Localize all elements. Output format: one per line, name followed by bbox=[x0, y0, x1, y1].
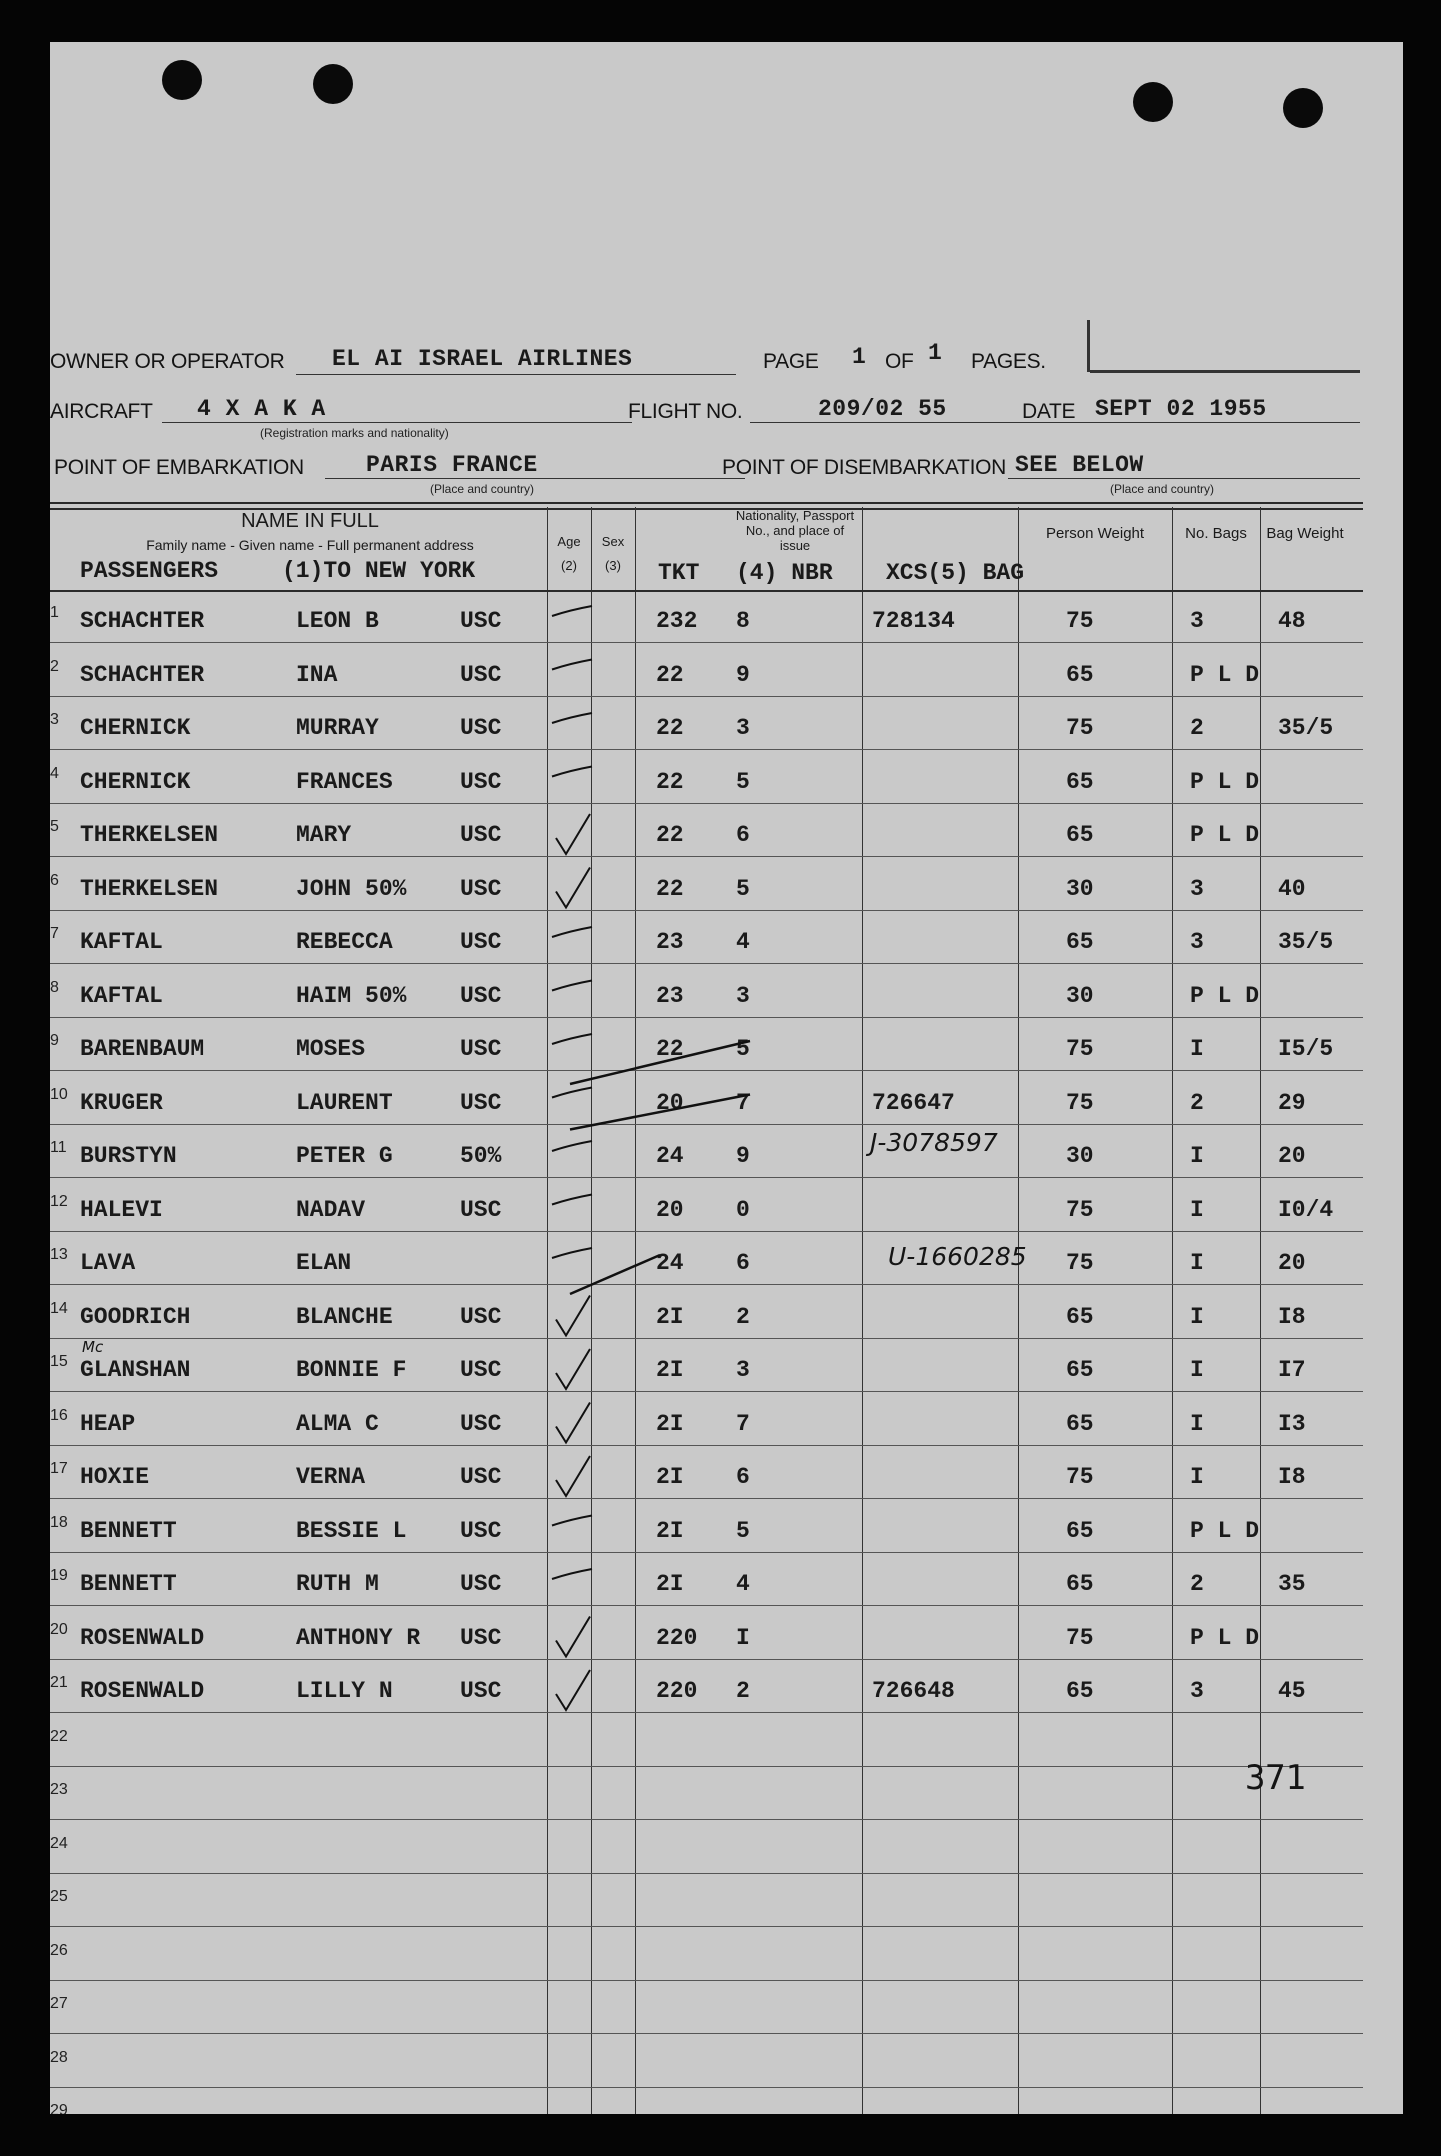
cell-tkt: 22 bbox=[656, 715, 684, 741]
cell-bags: I bbox=[1190, 1357, 1204, 1383]
cell-bw: 29 bbox=[1278, 1089, 1306, 1116]
cell-addr: USC bbox=[460, 1678, 502, 1704]
cell-given: LAURENT bbox=[296, 1089, 393, 1116]
cell-family: BENNETT bbox=[80, 1517, 177, 1544]
cell-bw: 40 bbox=[1278, 875, 1306, 902]
cell-tkt: 232 bbox=[656, 608, 698, 634]
cell-bw: 35 bbox=[1278, 1571, 1306, 1597]
cell-family: ROSENWALD bbox=[80, 1678, 205, 1704]
row-number: 27 bbox=[50, 1995, 68, 2012]
cell-bags: P L D bbox=[1190, 982, 1260, 1009]
cell-given: FRANCES bbox=[296, 768, 393, 795]
cell-pw: 30 bbox=[1066, 1143, 1094, 1169]
cell-tkt: 220 bbox=[656, 1678, 698, 1704]
cell-bags: I bbox=[1190, 1196, 1204, 1223]
flight-value: 209/02 55 bbox=[818, 396, 947, 422]
sex-header: Sex bbox=[601, 534, 625, 549]
cell-nbr: 6 bbox=[736, 822, 750, 848]
cell-family: CHERNICK bbox=[80, 768, 191, 795]
cell-nbr: 2 bbox=[736, 1303, 750, 1330]
cell-pw: 75 bbox=[1066, 1196, 1094, 1223]
cell-addr: USC bbox=[460, 608, 502, 634]
embark-label: POINT OF EMBARKATION bbox=[54, 456, 304, 479]
cell-bw: I8 bbox=[1278, 1303, 1306, 1330]
passengers-header: PASSENGERS bbox=[80, 558, 219, 584]
age-tick-mark bbox=[556, 814, 590, 854]
cell-family: ROSENWALD bbox=[80, 1624, 205, 1651]
cell-tkt: 2I bbox=[656, 1571, 684, 1597]
cell-family: THERKELSEN bbox=[80, 875, 219, 902]
cell-family: GLANSHAN bbox=[80, 1357, 191, 1383]
cell-pw: 65 bbox=[1066, 1410, 1094, 1437]
cell-pw: 75 bbox=[1066, 608, 1094, 634]
cell-addr: USC bbox=[460, 1624, 502, 1651]
age-tick-mark bbox=[556, 1456, 590, 1496]
cell-pw: 65 bbox=[1066, 768, 1094, 795]
cell-pw: 75 bbox=[1066, 1089, 1094, 1116]
of-value: 1 bbox=[928, 340, 943, 366]
cell-nbr: 2 bbox=[736, 1678, 750, 1704]
cell-nbr: 9 bbox=[736, 1143, 750, 1169]
cell-tkt: 2I bbox=[656, 1357, 684, 1383]
cell-nbr: 3 bbox=[736, 715, 750, 741]
row-number: 1 bbox=[50, 604, 59, 621]
cell-bags: 2 bbox=[1190, 1571, 1204, 1597]
row-number: 28 bbox=[50, 2048, 68, 2066]
cell-family: LAVA bbox=[80, 1250, 136, 1276]
cell-addr: USC bbox=[460, 1303, 502, 1330]
cell-tkt: 23 bbox=[656, 929, 684, 955]
embark-value: PARIS FRANCE bbox=[366, 452, 538, 478]
owner-label: OWNER OR OPERATOR bbox=[50, 350, 285, 373]
age-tick-mark bbox=[552, 1034, 592, 1044]
row-number: 2 bbox=[50, 657, 59, 675]
cell-bags: I bbox=[1190, 1303, 1204, 1330]
cell-bags: P L D bbox=[1190, 1517, 1260, 1544]
cell-tkt: 220 bbox=[656, 1624, 698, 1651]
cell-pw: 65 bbox=[1066, 1571, 1094, 1597]
cell-family: THERKELSEN bbox=[80, 822, 219, 848]
row-number: 23 bbox=[50, 1781, 68, 1798]
row-number: 29 bbox=[50, 2102, 68, 2114]
row-number: 20 bbox=[50, 1620, 68, 1638]
aircraft-label: AIRCRAFT bbox=[50, 400, 153, 423]
cell-given: LILLY N bbox=[296, 1678, 393, 1704]
cell-given: MARY bbox=[296, 822, 352, 848]
bag-weight-header: Bag Weight bbox=[1266, 525, 1344, 542]
cell-bags: 3 bbox=[1190, 608, 1204, 634]
cell-addr: USC bbox=[460, 1464, 502, 1490]
cell-family: CHERNICK bbox=[80, 715, 191, 741]
row-number: 15 bbox=[50, 1353, 68, 1370]
cell-given: MURRAY bbox=[296, 715, 379, 741]
destination-header: (1)TO NEW YORK bbox=[282, 558, 476, 584]
cell-nbr: 0 bbox=[736, 1196, 750, 1223]
handwritten-checkmarks bbox=[50, 42, 1403, 2114]
row-number: 11 bbox=[50, 1139, 67, 1156]
stamp-number: 371 bbox=[1245, 1758, 1306, 1798]
row-number: 14 bbox=[50, 1299, 68, 1317]
cell-bw: 48 bbox=[1278, 608, 1306, 634]
cell-pw: 65 bbox=[1066, 1303, 1094, 1330]
cell-pw: 75 bbox=[1066, 1624, 1094, 1651]
place-note: (Place and country) bbox=[430, 482, 535, 496]
row-number: 13 bbox=[50, 1246, 68, 1263]
handwritten-passport-11: J-3078597 bbox=[870, 1128, 998, 1157]
age-tick-mark bbox=[552, 660, 592, 670]
cell-family: SCHACHTER bbox=[80, 608, 205, 634]
age-tick-mark bbox=[556, 1617, 590, 1657]
handwritten-mc: Mc bbox=[82, 1338, 104, 1356]
cell-addr: USC bbox=[460, 768, 502, 795]
row-number: 16 bbox=[50, 1406, 68, 1424]
cell-addr: USC bbox=[460, 929, 502, 955]
cell-nbr: 7 bbox=[736, 1410, 750, 1437]
cell-given: HAIM 50% bbox=[296, 982, 407, 1009]
age-tick-mark bbox=[556, 1296, 590, 1336]
row-number: 19 bbox=[50, 1567, 68, 1584]
cell-bw: 20 bbox=[1278, 1143, 1306, 1169]
cell-bw: 35/5 bbox=[1278, 929, 1334, 955]
cell-bw: I7 bbox=[1278, 1357, 1306, 1383]
age-tick-mark bbox=[552, 1141, 592, 1151]
xcs-header: XCS(5) BAG bbox=[886, 560, 1025, 586]
cell-addr: USC bbox=[460, 1571, 502, 1597]
age-tick-mark bbox=[552, 981, 592, 991]
cell-xcs: 726648 bbox=[872, 1678, 955, 1704]
cell-bags: P L D bbox=[1190, 661, 1260, 688]
cell-pw: 65 bbox=[1066, 1517, 1094, 1544]
age-tick-mark bbox=[556, 1349, 590, 1389]
cell-bags: 3 bbox=[1190, 1678, 1204, 1704]
page-value: 1 bbox=[852, 344, 867, 370]
cell-bw: 45 bbox=[1278, 1678, 1306, 1704]
cell-nbr: 5 bbox=[736, 1517, 750, 1544]
cell-addr: USC bbox=[460, 1357, 502, 1383]
row-number: 22 bbox=[50, 1727, 68, 1745]
owner-value: EL AI ISRAEL AIRLINES bbox=[332, 346, 633, 372]
cell-bags: I bbox=[1190, 1464, 1204, 1490]
cell-tkt: 22 bbox=[656, 822, 684, 848]
row-number: 6 bbox=[50, 871, 59, 889]
cell-tkt: 2I bbox=[656, 1464, 684, 1490]
cell-addr: USC bbox=[460, 875, 502, 902]
pages-label: PAGES. bbox=[971, 350, 1046, 373]
age-tick-mark bbox=[556, 1670, 590, 1710]
cell-given: ANTHONY R bbox=[296, 1624, 421, 1651]
cell-pw: 65 bbox=[1066, 1357, 1094, 1383]
age-tick-mark bbox=[552, 1088, 592, 1098]
row-number: 12 bbox=[50, 1192, 68, 1210]
cell-family: HEAP bbox=[80, 1410, 136, 1437]
passport-header: Nationality, Passport No., and place of issue bbox=[735, 508, 855, 553]
cell-family: HOXIE bbox=[80, 1464, 150, 1490]
cell-tkt: 22 bbox=[656, 1036, 684, 1062]
cell-bw: I0/4 bbox=[1278, 1196, 1334, 1223]
cell-tkt: 22 bbox=[656, 768, 684, 795]
cell-pw: 75 bbox=[1066, 1464, 1094, 1490]
cell-pw: 75 bbox=[1066, 715, 1094, 741]
cell-given: BESSIE L bbox=[296, 1517, 407, 1544]
age-header: Age bbox=[557, 534, 581, 549]
tkt-header: TKT bbox=[658, 560, 700, 586]
cell-pw: 75 bbox=[1066, 1036, 1094, 1062]
row-number: 10 bbox=[50, 1085, 68, 1103]
strike-mark bbox=[570, 1041, 750, 1084]
of-label: OF bbox=[885, 350, 914, 373]
cell-xcs: 728134 bbox=[872, 608, 955, 634]
cell-nbr: 9 bbox=[736, 661, 750, 688]
cell-given: PETER G bbox=[296, 1143, 393, 1169]
cell-bags: 2 bbox=[1190, 1089, 1204, 1116]
cell-bags: P L D bbox=[1190, 768, 1260, 795]
cell-bags: 3 bbox=[1190, 875, 1204, 902]
cell-pw: 30 bbox=[1066, 982, 1094, 1009]
cell-nbr: 5 bbox=[736, 875, 750, 902]
cell-given: BLANCHE bbox=[296, 1303, 393, 1330]
disembark-label: POINT OF DISEMBARKATION bbox=[722, 456, 1007, 479]
row-number: 8 bbox=[50, 978, 59, 996]
nbr-header: (4) NBR bbox=[736, 560, 833, 586]
cell-family: KAFTAL bbox=[80, 982, 163, 1009]
row-number: 21 bbox=[50, 1674, 68, 1691]
cell-addr: USC bbox=[460, 1517, 502, 1544]
person-weight-header: Person Weight bbox=[1045, 525, 1145, 542]
cell-given: JOHN 50% bbox=[296, 875, 407, 902]
no-bags-header: No. Bags bbox=[1185, 525, 1247, 542]
cell-tkt: 23 bbox=[656, 982, 684, 1009]
cell-nbr: 8 bbox=[736, 608, 750, 634]
cell-nbr: I bbox=[736, 1624, 750, 1651]
cell-nbr: 3 bbox=[736, 1357, 750, 1383]
row-number: 4 bbox=[50, 764, 59, 782]
strike-mark bbox=[570, 1255, 660, 1294]
cell-bw: I3 bbox=[1278, 1410, 1306, 1437]
cell-family: BARENBAUM bbox=[80, 1036, 205, 1062]
age-number: (2) bbox=[561, 558, 577, 573]
cell-addr: USC bbox=[460, 661, 502, 688]
cell-nbr: 5 bbox=[736, 1036, 750, 1062]
cell-tkt: 24 bbox=[656, 1143, 684, 1169]
cell-addr: 50% bbox=[460, 1143, 502, 1169]
cell-nbr: 5 bbox=[736, 768, 750, 795]
cell-family: KAFTAL bbox=[80, 929, 163, 955]
date-label: DATE bbox=[1022, 400, 1076, 423]
age-tick-mark bbox=[552, 1569, 592, 1579]
cell-pw: 30 bbox=[1066, 875, 1094, 902]
cell-addr: USC bbox=[460, 1036, 502, 1062]
row-number: 3 bbox=[50, 711, 59, 728]
cell-addr: USC bbox=[460, 715, 502, 741]
cell-family: GOODRICH bbox=[80, 1303, 191, 1330]
cell-bw: I8 bbox=[1278, 1464, 1306, 1490]
sex-number: (3) bbox=[605, 558, 621, 573]
age-tick-mark bbox=[556, 868, 590, 908]
flight-label: FLIGHT NO. bbox=[628, 400, 743, 423]
cell-addr: USC bbox=[460, 822, 502, 848]
cell-bags: 2 bbox=[1190, 715, 1204, 741]
cell-given: REBECCA bbox=[296, 929, 393, 955]
cell-given: BONNIE F bbox=[296, 1357, 407, 1383]
place-note-2: (Place and country) bbox=[1110, 482, 1215, 496]
age-tick-mark bbox=[552, 927, 592, 937]
row-number: 5 bbox=[50, 818, 59, 835]
age-tick-mark bbox=[552, 767, 592, 777]
cell-pw: 65 bbox=[1066, 1678, 1094, 1704]
cell-family: BURSTYN bbox=[80, 1143, 177, 1169]
aircraft-value: 4 X A K A bbox=[197, 396, 326, 422]
cell-addr: USC bbox=[460, 1089, 502, 1116]
cell-bw: 35/5 bbox=[1278, 715, 1334, 741]
name-subheader: Family name - Given name - Full permanent address bbox=[146, 537, 474, 553]
cell-tkt: 20 bbox=[656, 1196, 684, 1223]
row-number: 9 bbox=[50, 1032, 59, 1049]
cell-nbr: 4 bbox=[736, 929, 750, 955]
cell-tkt: 22 bbox=[656, 661, 684, 688]
cell-bags: I bbox=[1190, 1036, 1204, 1062]
cell-given: INA bbox=[296, 661, 338, 688]
cell-given: LEON B bbox=[296, 608, 379, 634]
cell-bw: I5/5 bbox=[1278, 1036, 1334, 1062]
page-label: PAGE bbox=[763, 350, 819, 373]
cell-bags: P L D bbox=[1190, 1624, 1260, 1651]
cell-bw: 20 bbox=[1278, 1250, 1306, 1276]
cell-given: ALMA C bbox=[296, 1410, 379, 1437]
cell-bags: I bbox=[1190, 1410, 1204, 1437]
cell-nbr: 6 bbox=[736, 1250, 750, 1276]
cell-tkt: 2I bbox=[656, 1517, 684, 1544]
cell-nbr: 3 bbox=[736, 982, 750, 1009]
row-number: 17 bbox=[50, 1460, 68, 1477]
cell-addr: USC bbox=[460, 982, 502, 1009]
age-tick-mark bbox=[552, 606, 592, 616]
cell-pw: 75 bbox=[1066, 1250, 1094, 1276]
cell-family: BENNETT bbox=[80, 1571, 177, 1597]
cell-family: HALEVI bbox=[80, 1196, 163, 1223]
cell-given: NADAV bbox=[296, 1196, 366, 1223]
row-number: 24 bbox=[50, 1834, 68, 1852]
cell-tkt: 2I bbox=[656, 1410, 684, 1437]
cell-given: VERNA bbox=[296, 1464, 366, 1490]
cell-bags: I bbox=[1190, 1143, 1204, 1169]
cell-nbr: 7 bbox=[736, 1089, 750, 1116]
name-header: NAME IN FULL bbox=[241, 510, 379, 532]
age-tick-mark bbox=[552, 1248, 592, 1258]
cell-nbr: 6 bbox=[736, 1464, 750, 1490]
handwritten-passport-13: U-1660285 bbox=[888, 1242, 1027, 1271]
cell-bags: P L D bbox=[1190, 822, 1260, 848]
row-number: 25 bbox=[50, 1888, 68, 1905]
age-tick-mark bbox=[552, 1195, 592, 1205]
cell-given: RUTH M bbox=[296, 1571, 379, 1597]
cell-given: ELAN bbox=[296, 1250, 352, 1276]
age-tick-mark bbox=[552, 1516, 592, 1526]
row-number: 18 bbox=[50, 1513, 68, 1531]
cell-tkt: 24 bbox=[656, 1250, 684, 1276]
cell-addr: USC bbox=[460, 1196, 502, 1223]
cell-tkt: 22 bbox=[656, 875, 684, 902]
row-number: 7 bbox=[50, 925, 59, 942]
age-tick-mark bbox=[552, 713, 592, 723]
disembark-value: SEE BELOW bbox=[1015, 452, 1144, 478]
cell-family: KRUGER bbox=[80, 1089, 163, 1116]
cell-tkt: 20 bbox=[656, 1089, 684, 1116]
cell-given: MOSES bbox=[296, 1036, 366, 1062]
cell-pw: 65 bbox=[1066, 661, 1094, 688]
cell-pw: 65 bbox=[1066, 929, 1094, 955]
date-value: SEPT 02 1955 bbox=[1095, 396, 1267, 422]
cell-xcs: 726647 bbox=[872, 1089, 955, 1116]
manifest-page bbox=[50, 42, 1403, 2114]
cell-tkt: 2I bbox=[656, 1303, 684, 1330]
cell-addr: USC bbox=[460, 1410, 502, 1437]
cell-nbr: 4 bbox=[736, 1571, 750, 1597]
cell-bags: I bbox=[1190, 1250, 1204, 1276]
age-tick-mark bbox=[556, 1403, 590, 1443]
cell-family: SCHACHTER bbox=[80, 661, 205, 688]
row-number: 26 bbox=[50, 1941, 68, 1959]
registration-note: (Registration marks and nationality) bbox=[260, 426, 449, 440]
strike-mark bbox=[570, 1095, 750, 1130]
cell-pw: 65 bbox=[1066, 822, 1094, 848]
cell-bags: 3 bbox=[1190, 929, 1204, 955]
